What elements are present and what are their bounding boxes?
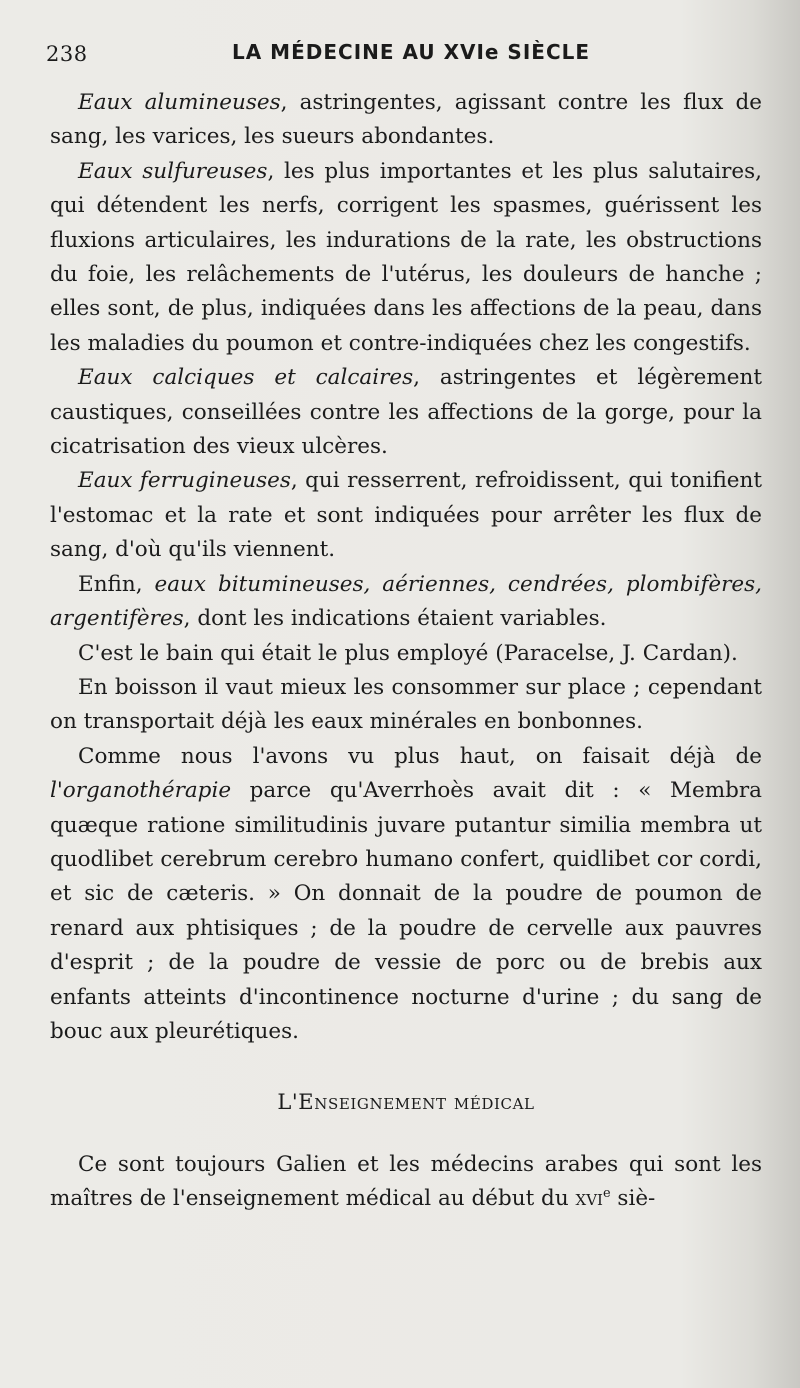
century-roman: xvi xyxy=(575,1186,603,1212)
paragraph-text: En boisson il vaut mieux les consommer sur place ; cependant on transportait déjà les eaux minérales en bonbonnes. xyxy=(50,674,762,735)
paragraph-boisson xyxy=(50,671,762,740)
paragraph-eaux-sulfureuses xyxy=(50,155,762,361)
paragraph-text: parce qu'Averrhoès avait dit : « Membra quæque ratione similitudinis juvare putantur similia membra ut quodlibet cerebrum cerebro humano confert, quidlibet cor cordi, et sic de cæteris. » On donnait de la poudre de poumon de renard aux phtisiques ; de la poudre de cervelle aux pauvres d'esprit ; de la poudre de vessie de porc ou de brebis aux enfants atteints d'incontinence nocturne d'urine ; du sang de bouc aux pleurétiques. xyxy=(50,778,762,1044)
paragraph-lead: Eaux alumineuses xyxy=(78,90,281,115)
paragraph-text: Ce sont toujours Galien et les médecins arabes qui sont les maîtres de l'enseignement médical au début du xyxy=(50,1151,762,1212)
paragraph-lead: eaux bitumineuses, aériennes, cendrées, plombifères, argentifères xyxy=(50,571,762,632)
page-number: 238 xyxy=(46,42,88,66)
paragraph-lead: l'organothérapie xyxy=(50,778,232,804)
paragraph-text: C'est le bain qui était le plus employé (Paracelse, J. Cardan). xyxy=(78,640,738,666)
paragraph-prefix: Enfin, xyxy=(78,571,155,597)
paragraph-lead: Eaux sulfureuses xyxy=(78,158,268,184)
paragraph-enseignement xyxy=(50,1148,762,1217)
paragraph-bain xyxy=(50,637,762,671)
body-text xyxy=(50,86,762,1217)
paragraph-lead: Eaux ferrugineuses xyxy=(78,468,291,494)
paragraph-eaux-alumineuses xyxy=(50,86,762,155)
paragraph-tail: siè- xyxy=(610,1186,656,1212)
paragraph-eaux-calciques xyxy=(50,361,762,464)
paragraph-enfin xyxy=(50,568,762,637)
paragraph-lead: Eaux calciques et calcaires xyxy=(78,365,414,391)
paragraph-organotherapie xyxy=(50,740,762,1050)
page-header xyxy=(46,34,754,74)
paragraph-prefix: Comme nous l'avons vu plus haut, on faisait déjà de xyxy=(78,743,762,769)
paragraph-text: , astringentes et légèrement caustiques, conseillées contre les affections de la gorge, pour la cicatrisation des vieux ulcères. xyxy=(50,365,762,460)
running-head: LA MÉDECINE AU XVIe SIÈCLE xyxy=(232,40,591,64)
paragraph-text: , astringentes, agissant contre les flux de sang, les varices, les sueurs abondantes. xyxy=(50,90,762,150)
paragraph-text: , dont les indications étaient variables. xyxy=(183,606,607,632)
paragraph-text: , qui resserrent, refroidissent, qui tonifient l'estomac et la rate et sont indiquées pour arrêter les flux de sang, d'où qu'ils viennent. xyxy=(50,468,762,563)
paragraph-eaux-ferrugineuses xyxy=(50,464,762,567)
section-title: L'Enseignement médical xyxy=(277,1090,535,1115)
paragraph-text: , les plus importantes et les plus salutaires, qui détendent les nerfs, corrigent les spasmes, guérissent les fluxions articulaires, les indurations de la rate, les obstructions du foie, les relâchements de l'utérus, les douleurs de hanche ; elles sont, de plus, indiquées dans les affections de la peau, dans les maladies du poumon et contre-indiquées chez les congestifs. xyxy=(50,158,762,356)
century-superscript: e xyxy=(602,1186,611,1202)
